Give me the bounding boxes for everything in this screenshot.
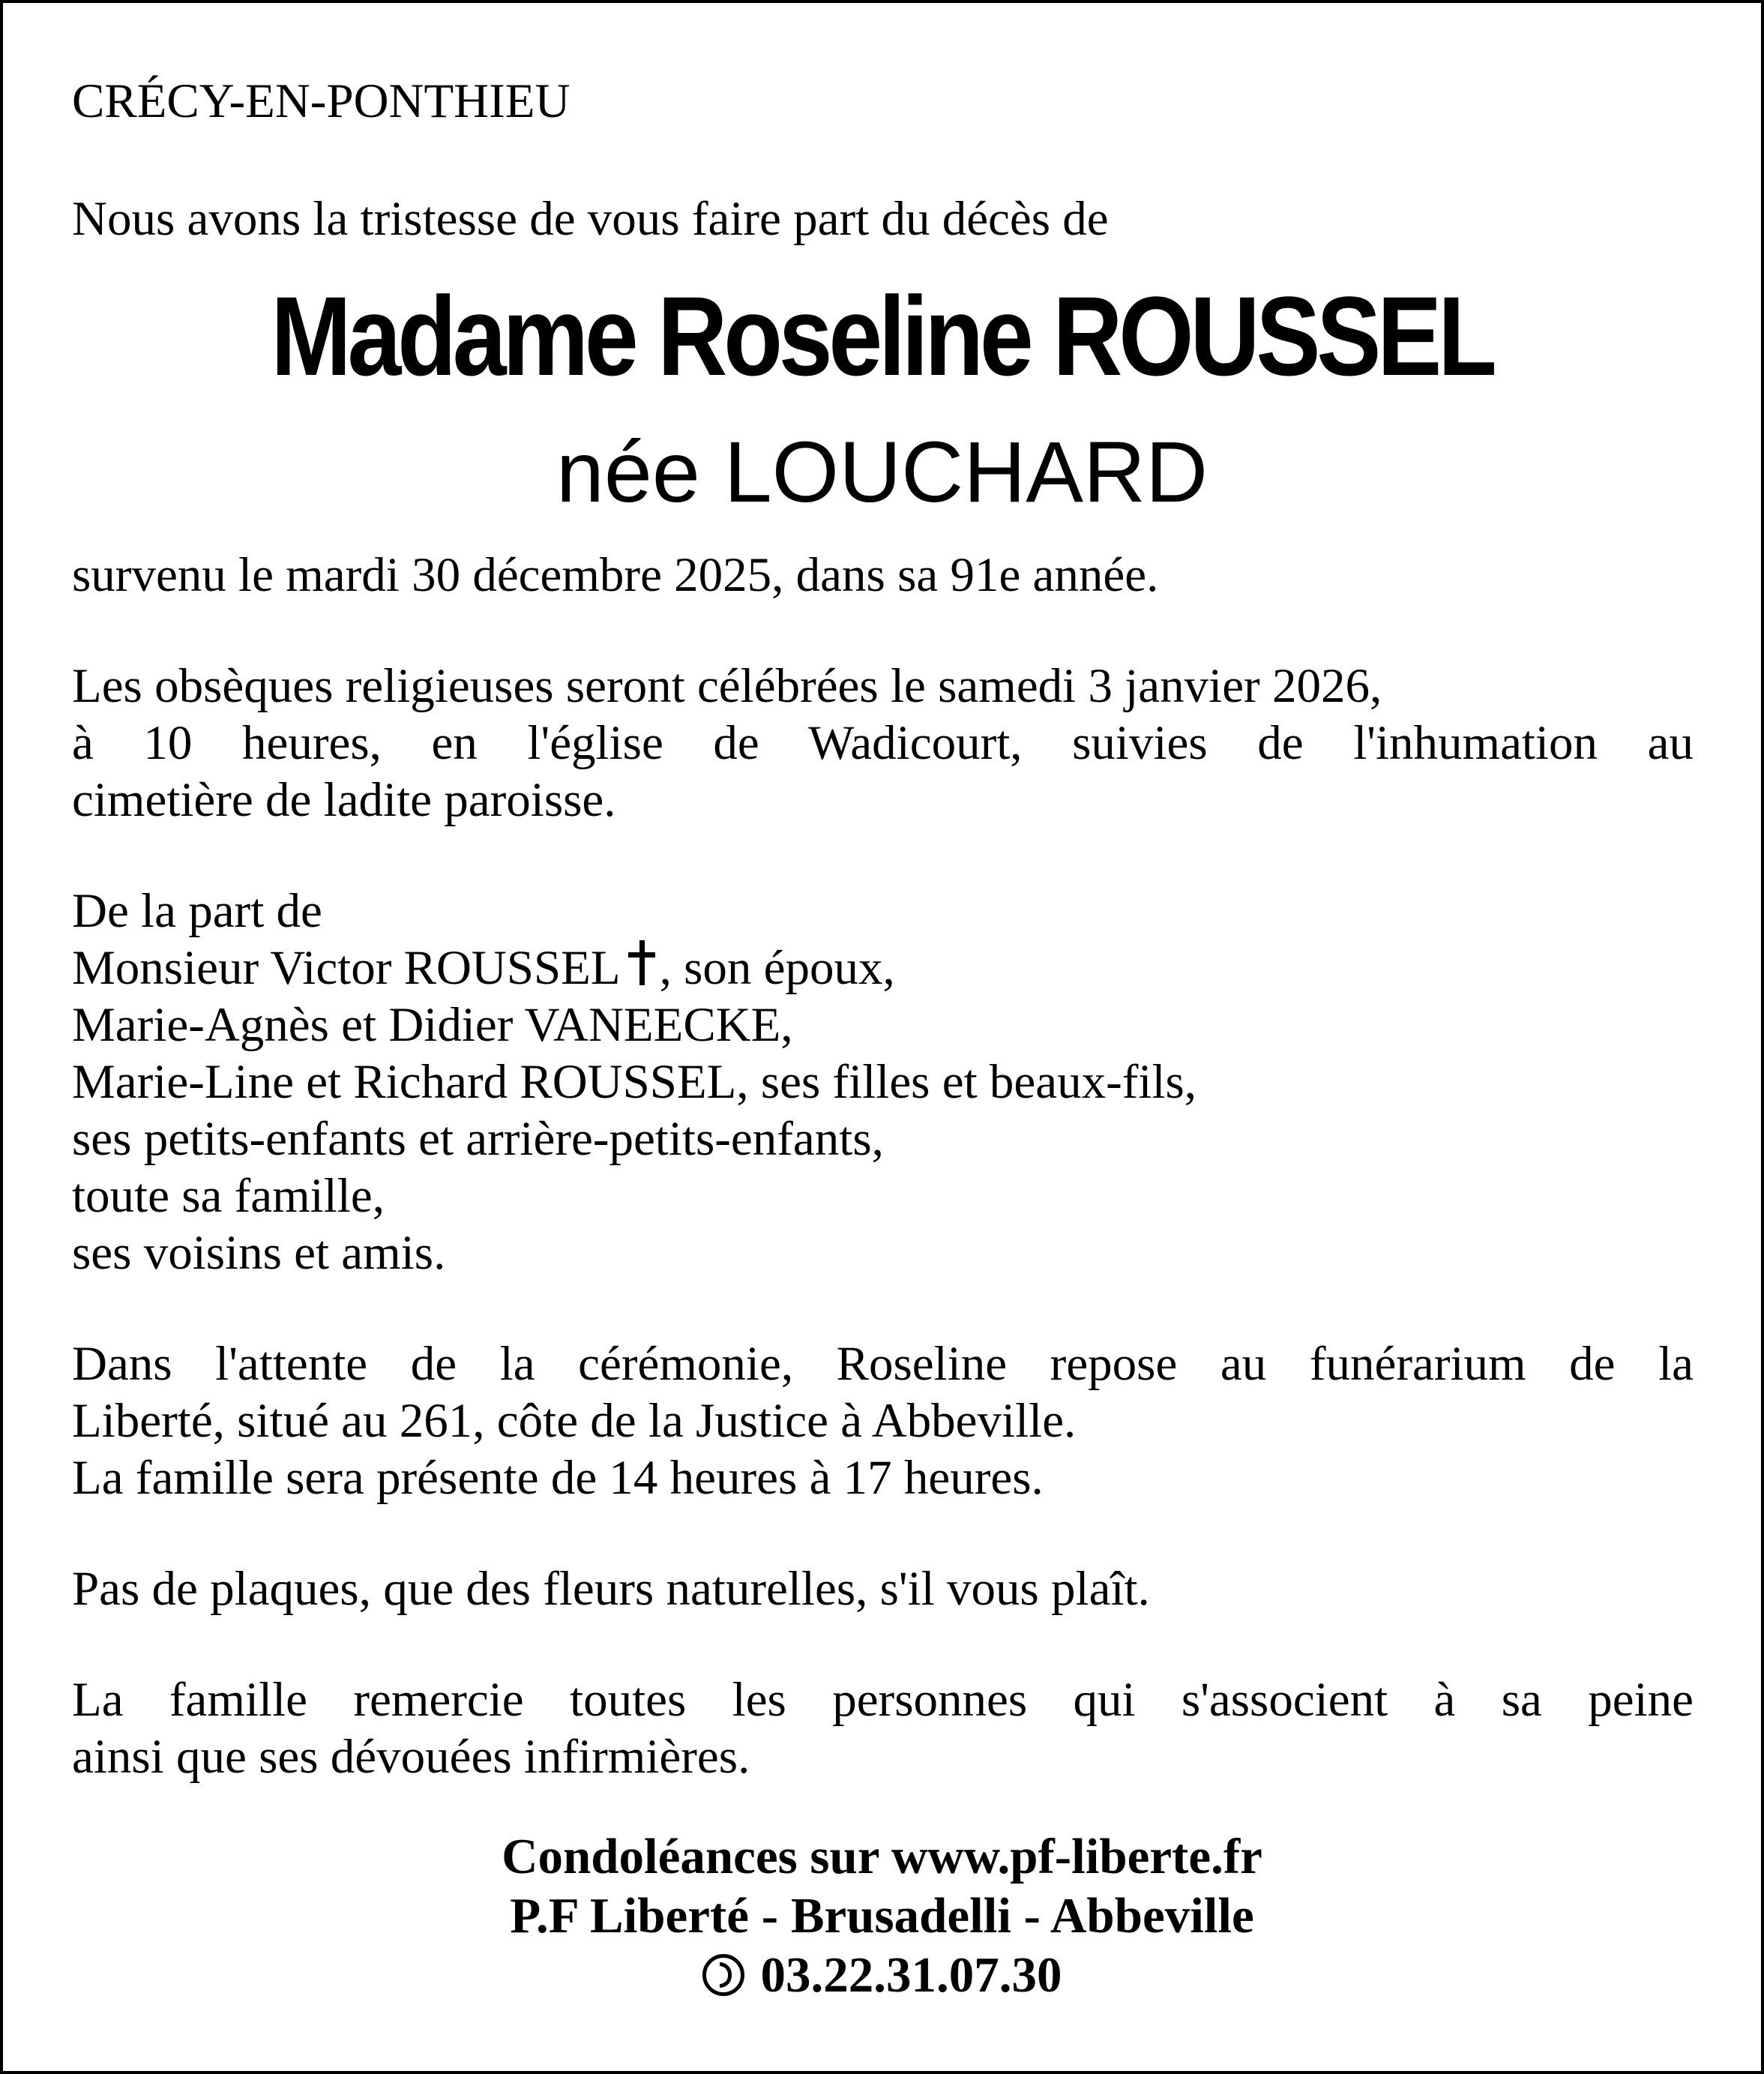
family-header: De la part de (72, 884, 322, 938)
death-date-text: survenu le mardi 30 décembre 2025, dans sa 91e année. (72, 548, 1159, 602)
family-line-6: ses voisins et amis. (72, 1226, 446, 1280)
spouse-name: Monsieur Victor ROUSSEL (72, 941, 621, 995)
condolences-link[interactable]: Condoléances sur www.pf-liberte.fr (502, 1829, 1262, 1884)
visitation-line-3: La famille sera présente de 14 heures à 17 heures. (72, 1451, 1044, 1505)
family-line-3: Marie-Line et Richard ROUSSEL, ses filles et beaux-fils, (72, 1055, 1197, 1109)
funeral-line-2: à 10 heures, en l'église de Wadicourt, suivies de l'inhumation au (72, 716, 1694, 770)
funeral-line-3: cimetière de ladite paroisse. (72, 773, 616, 827)
family-line-5: toute sa famille, (72, 1169, 385, 1223)
phone-icon (702, 1954, 744, 1996)
visitation-line-2: Liberté, situé au 261, côte de la Justice à Abbeville. (72, 1394, 1077, 1448)
family-spouse (72, 938, 895, 998)
spouse-role: , son époux, (659, 941, 895, 995)
phone-line (0, 1945, 1764, 2005)
deceased-name: Madame Roseline ROUSSEL (271, 273, 1493, 399)
thanks-line-1: La famille remercie toutes les personnes qui s'associent à sa peine (72, 1673, 1694, 1727)
cross-icon (628, 940, 655, 985)
phone-number[interactable]: 03.22.31.07.30 (760, 1947, 1062, 2003)
flowers-text: Pas de plaques, que des fleurs naturelles, s'il vous plaît. (72, 1562, 1150, 1616)
intro-text: Nous avons la tristesse de vous faire part du décès de (72, 192, 1109, 246)
funeral-line-1: Les obsèques religieuses seront célébrées le samedi 3 janvier 2026, (72, 659, 1382, 713)
family-line-2: Marie-Agnès et Didier VANEECKE, (72, 998, 793, 1052)
thanks-line-2: ainsi que ses dévouées infirmières. (72, 1730, 750, 1784)
visitation-line-1: Dans l'attente de la cérémonie, Roseline repose au funérarium de la (72, 1337, 1694, 1391)
town-name: CRÉCY-EN-PONTHIEU (72, 74, 571, 128)
family-line-4: ses petits-enfants et arrière-petits-enfants, (72, 1112, 884, 1166)
maiden-name: née LOUCHARD (556, 424, 1208, 520)
funeral-home-name: P.F Liberté - Brusadelli - Abbeville (510, 1888, 1254, 1944)
